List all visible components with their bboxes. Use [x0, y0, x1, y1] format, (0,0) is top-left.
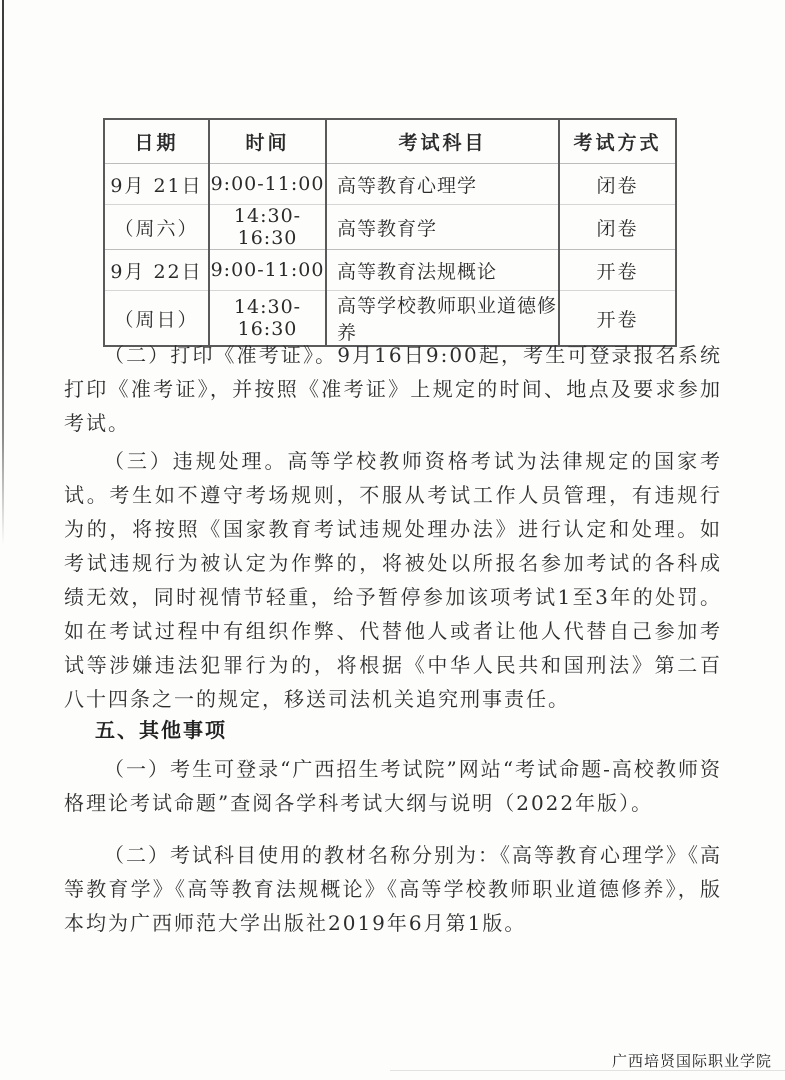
cell-time: 9:00-11:00 — [209, 164, 326, 205]
col-header-date: 日期 — [134, 133, 179, 154]
col-header-time: 时间 — [209, 119, 326, 164]
cell-subject: 高等教育心理学 — [326, 164, 559, 205]
paragraph-textbook-list: （二）考试科目使用的教材名称分别为：《高等教育心理学》《高等教育学》《高等教育法规概论》《高等学校教师职业道德修养》，版本均为广西师范大学出版社2019年6月第1版。 — [64, 843, 722, 935]
paragraph-violation-handling: （三）违规处理。高等学校教师资格考试为法律规定的国家考试。考生如不遵守考场规则，不服从考试工作人员管理，有违规行为的，将按照《国家教育考试违规处理办法》进行认定和处理。如考试违规行为被认定为作弊的，将被处以所报名参加考试的各科成绩无效，同时视情节轻重，给予暂停参加该项考试1至3年的处罚。如在考试过程中有组织作弊、代替他人或者让他人代替自己参加考试等涉嫌违法犯罪行为的，将根据《中华人民共和国刑法》第二百八十四条之一的规定，移送司法机关追究刑事责任。 — [64, 449, 722, 711]
paragraph-print-admission-ticket: （二）打印《准考证》。9月16日9:00起，考生可登录报名系统打印《准考证》，并按照《准考证》上规定的时间、地点及要求参加考试。 — [64, 343, 722, 435]
table-row — [104, 250, 676, 291]
table-header-row — [104, 119, 676, 164]
table-row — [104, 205, 676, 250]
paragraph-exam-outline-access: （一）考生可登录“广西招生考试院”网站“考试命题-高校教师资格理论考试命题”查阅各学科考试大纲与说明（2022年版）。 — [64, 757, 722, 815]
cell-time: 14:30-16:30 — [209, 205, 326, 250]
scan-artifact-left-line — [2, 0, 4, 545]
cell-date: （周六） — [104, 205, 209, 250]
cell-subject: 高等学校教师职业道德修养 — [326, 291, 559, 347]
cell-time: 14:30-16:30 — [209, 291, 326, 347]
exam-schedule-table-grid — [103, 118, 677, 347]
cell-method: 开卷 — [559, 250, 676, 291]
exam-schedule-table — [103, 118, 677, 347]
cell-method: 开卷 — [559, 291, 676, 347]
table-row — [104, 164, 676, 205]
col-header-subject: 考试科目 — [326, 119, 559, 164]
col-header-method: 考试方式 — [559, 119, 676, 164]
section-heading-other-matters: 五、其他事项 — [95, 720, 227, 742]
cell-subject: 高等教育学 — [326, 205, 559, 250]
footer-school-name: 广西培贤国际职业学院 — [611, 1053, 772, 1070]
cell-method: 闭卷 — [559, 164, 676, 205]
cell-subject: 高等教育法规概论 — [326, 250, 559, 291]
cell-time: 9:00-11:00 — [209, 250, 326, 291]
cell-date: （周日） — [104, 291, 209, 347]
cell-date: 9月 21日 — [104, 164, 209, 205]
cell-method: 闭卷 — [559, 205, 676, 250]
cell-date: 9月 22日 — [104, 250, 209, 291]
